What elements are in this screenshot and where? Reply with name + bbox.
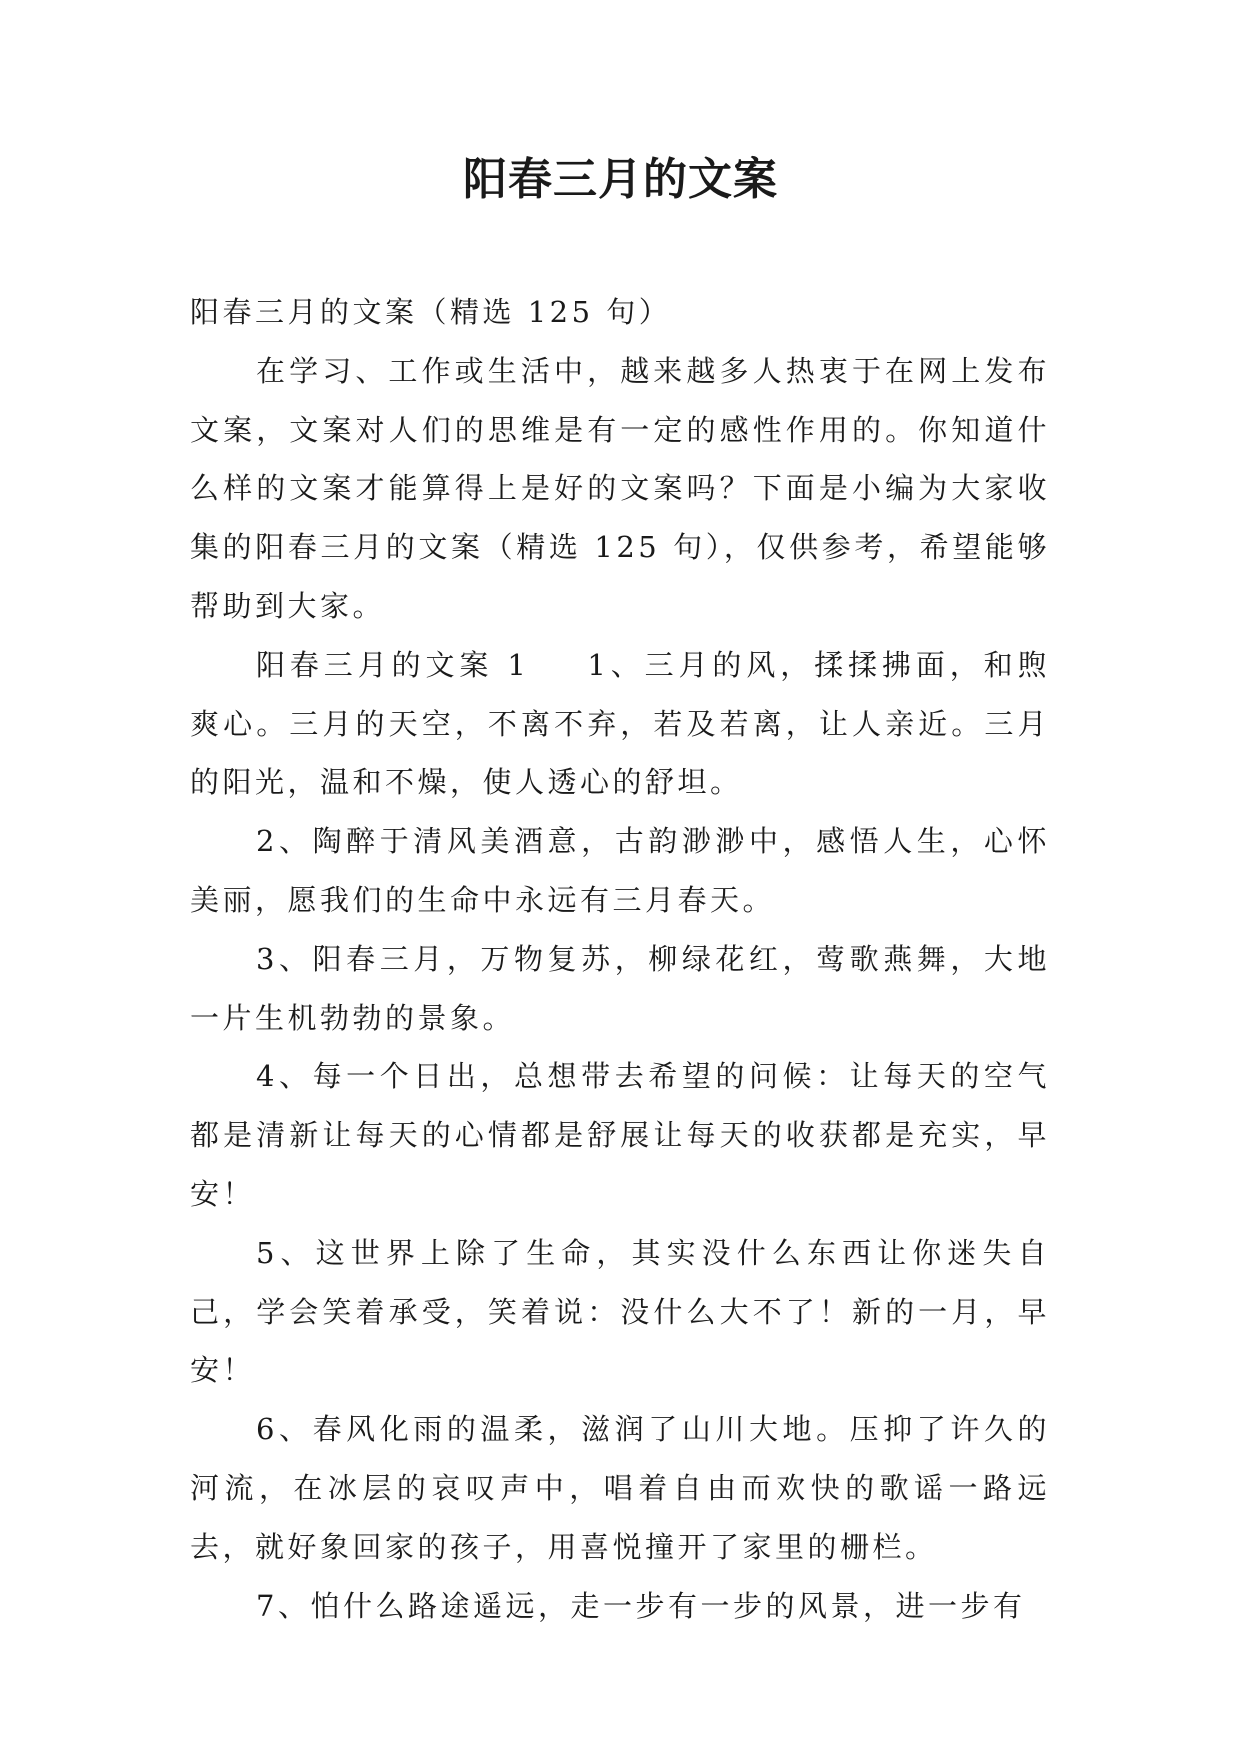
item-6: 6、春风化雨的温柔，滋润了山川大地。压抑了许久的河流，在冰层的哀叹声中，唱着自由而欢快的歌谣一路远去，就好象回家的孩子，用喜悦撞开了家里的栅栏。 [190, 1412, 1050, 1564]
intro-paragraph: 在学习、工作或生活中，越来越多人热衷于在网上发布文案，文案对人们的思维是有一定的感性作用的。你知道什么样的文案才能算得上是好的文案吗？下面是小编为大家收集的阳春三月的文案（精选 125 句），仅供参考，希望能够帮助到大家。 [190, 353, 1050, 623]
item-1: 1、三月的风，揉揉拂面，和煦爽心。三月的天空，不离不弃，若及若离，让人亲近。三月的阳光，温和不燥，使人透心的舒坦。 [190, 647, 1051, 800]
item-2: 2、陶醉于清风美酒意，古韵渺渺中，感悟人生，心怀美丽，愿我们的生命中永远有三月春天。 [190, 824, 1050, 917]
item-4: 4、每一个日出，总想带去希望的问候：让每天的空气都是清新让每天的心情都是舒展让每天的收获都是充实，早安！ [190, 1059, 1050, 1211]
item-7: 7、怕什么路途遥远，走一步有一步的风景，进一步有 [256, 1588, 1026, 1623]
item-5: 5、这世界上除了生命，其实没什么东西让你迷失自己，学会笑着承受，笑着说：没什么大不了！新的一月，早安！ [190, 1235, 1050, 1388]
section-heading: 阳春三月的文案 1 [256, 647, 530, 682]
document-title: 阳春三月的文案 [463, 154, 778, 205]
document-body [190, 283, 1050, 1635]
item-3: 3、阳春三月，万物复苏，柳绿花红，莺歌燕舞，大地一片生机勃勃的景象。 [190, 941, 1050, 1035]
subtitle-line: 阳春三月的文案（精选 125 句） [190, 295, 672, 329]
section-paragraph-1 [190, 636, 1050, 812]
